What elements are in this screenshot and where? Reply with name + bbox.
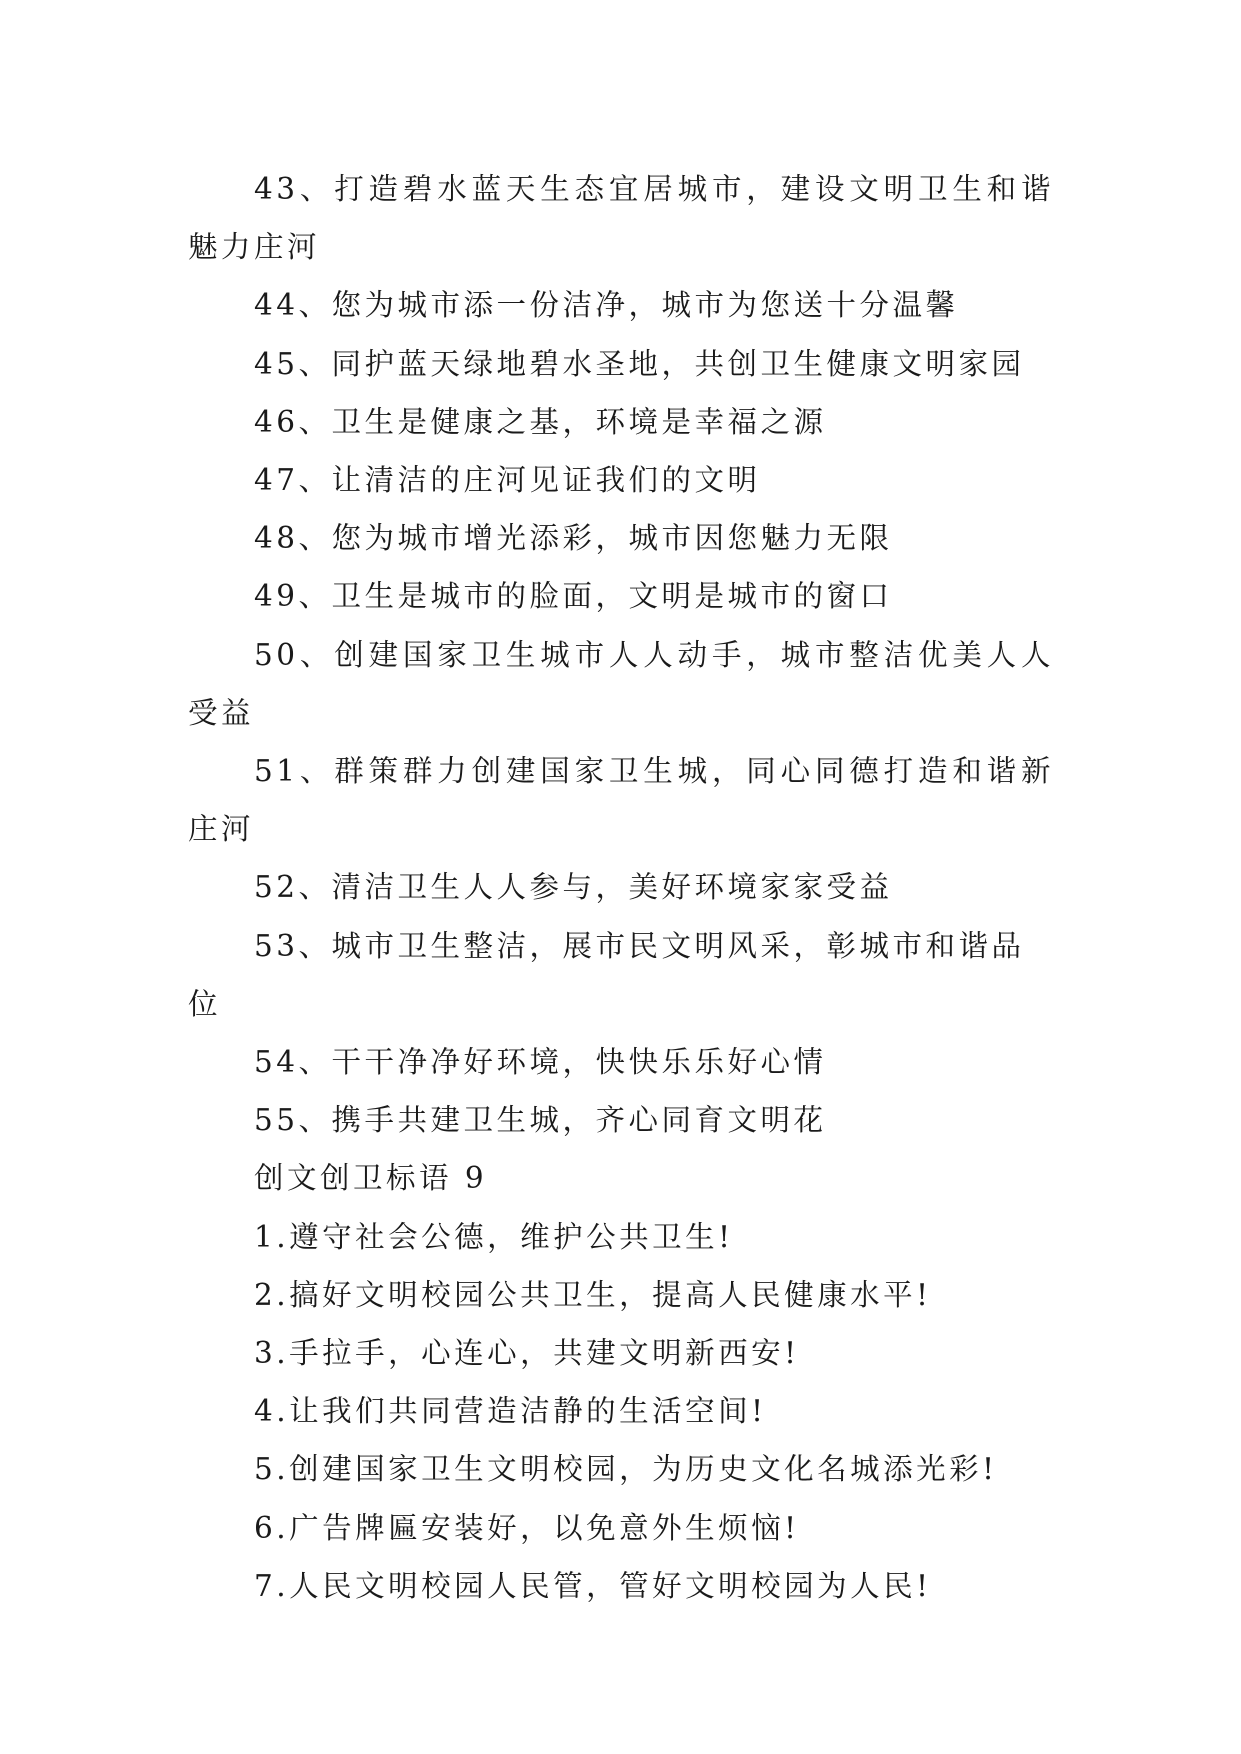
slogan-9-7: 7.人民文明校园人民管，管好文明校园为人民! [254, 1568, 932, 1603]
slogan-9-3: 3.手拉手，心连心，共建文明新西安! [254, 1336, 800, 1371]
slogan-9-2: 2.搞好文明校园公共卫生，提高人民健康水平! [254, 1277, 932, 1312]
slogan-48: 48、您为城市增光添彩，城市因您魅力无限 [254, 521, 893, 556]
slogan-47: 47、让清洁的庄河见证我们的文明 [254, 463, 761, 498]
slogan-52: 52、清洁卫生人人参与，美好环境家家受益 [254, 870, 893, 905]
slogan-9-1: 1.遵守社会公德，维护公共卫生! [254, 1219, 734, 1254]
slogan-43: 43、打造碧水蓝天生态宜居城市，建设文明卫生和谐魅力庄河 [188, 172, 1054, 265]
slogan-9-6: 6.广告牌匾安装好，以免意外生烦恼! [254, 1510, 800, 1545]
slogan-44: 44、您为城市添一份洁净，城市为您送十分温馨 [254, 288, 959, 323]
slogan-49: 49、卫生是城市的脸面，文明是城市的窗口 [254, 579, 893, 614]
slogan-55: 55、携手共建卫生城，齐心同育文明花 [254, 1103, 827, 1138]
slogan-50: 50、创建国家卫生城市人人动手，城市整洁优美人人受益 [188, 637, 1054, 730]
slogan-53: 53、城市卫生整洁，展市民文明风采，彰城市和谐品位 [188, 928, 1025, 1021]
section-heading: 创文创卫标语 9 [254, 1161, 488, 1196]
slogan-9-5: 5.创建国家卫生文明校园，为历史文化名城添光彩! [254, 1452, 998, 1487]
slogan-51: 51、群策群力创建国家卫生城，同心同德打造和谐新庄河 [188, 754, 1054, 847]
slogan-54: 54、干干净净好环境，快快乐乐好心情 [254, 1045, 827, 1080]
slogan-46: 46、卫生是健康之基，环境是幸福之源 [254, 404, 827, 439]
document-page [188, 160, 1054, 1615]
slogan-9-4: 4.让我们共同营造洁静的生活空间! [254, 1394, 767, 1429]
slogan-45: 45、同护蓝天绿地碧水圣地，共创卫生健康文明家园 [254, 346, 1025, 381]
